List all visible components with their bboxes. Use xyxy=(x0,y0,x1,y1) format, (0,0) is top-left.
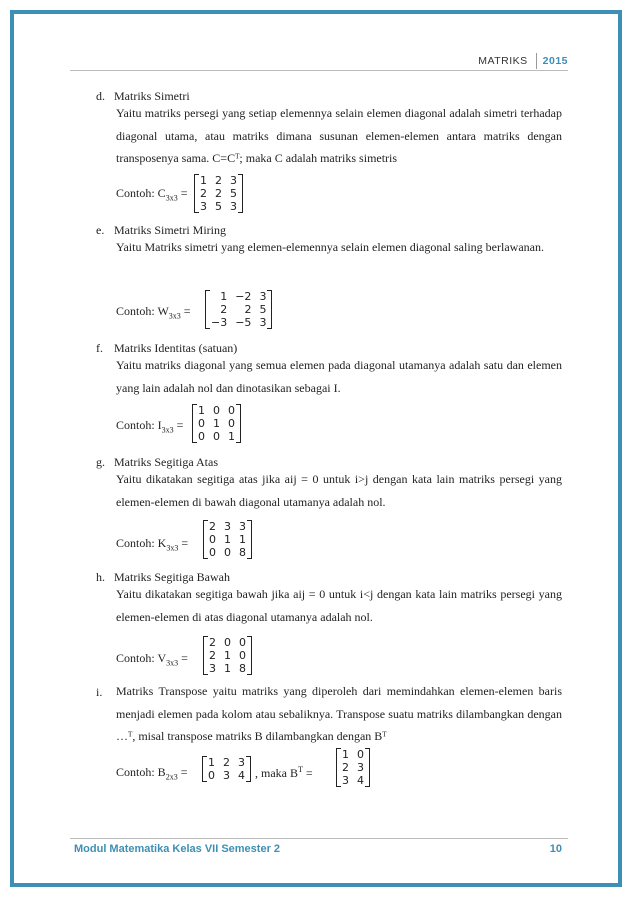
matrix-cell: 1 xyxy=(342,748,349,761)
matrix-k xyxy=(205,520,250,559)
matrix-cell: 2 xyxy=(244,303,252,316)
header-year: 2015 xyxy=(542,54,568,67)
matrix-cell: 4 xyxy=(238,769,245,782)
matrix-cell: 0 xyxy=(209,546,216,559)
matrix-cell: 0 xyxy=(224,546,231,559)
matrix-cell: 1 xyxy=(224,662,231,675)
section-g-heading: g. Matriks Segitiga Atas xyxy=(96,455,218,469)
bracket-right xyxy=(365,748,370,787)
bracket-left xyxy=(194,174,199,213)
matrix-cell: 1 xyxy=(198,404,205,417)
bracket-left xyxy=(192,404,197,443)
matrix-cell: −3 xyxy=(211,316,228,329)
section-h-text: Yaitu dikatakan segitiga bawah jika aij = 0 untuk i<j dengan kata lain matriks persegi yang elemen-elemen di atas diagonal utamanya adalah nol. xyxy=(116,587,562,624)
matrix-cell: 3 xyxy=(224,520,231,533)
matrix-c xyxy=(196,174,241,213)
header-title: MATRIKS xyxy=(478,54,528,67)
matrix-cell: 3 xyxy=(230,200,237,213)
matrix-cell: 2 xyxy=(220,303,228,316)
matrix-cell: 8 xyxy=(239,662,246,675)
matrix-cell: 0 xyxy=(198,430,205,443)
bracket-left xyxy=(336,748,341,787)
matrix-cell: 3 xyxy=(209,662,216,675)
matrix-cell: 3 xyxy=(223,769,230,782)
matrix-cell: 5 xyxy=(215,200,222,213)
section-g-example: Contoh: $K_{3x3}$ = xyxy=(116,536,189,553)
matrix-cell: 8 xyxy=(239,546,246,559)
matrix-b xyxy=(204,756,249,782)
section-h-heading: h. Matriks Segitiga Bawah xyxy=(96,570,230,584)
section-e-example: Contoh: $W_{3x3}$ = xyxy=(116,304,191,321)
matrix-cell: 2 xyxy=(215,187,222,200)
bracket-right xyxy=(246,756,251,782)
matrix-cell: 0 xyxy=(228,404,235,417)
page-footer xyxy=(74,843,562,855)
matrix-cell: 3 xyxy=(259,290,267,303)
matrix-cell: 1 xyxy=(208,756,215,769)
matrix-cell: −2 xyxy=(235,290,252,303)
bracket-left xyxy=(203,520,208,559)
matrix-cell: 1 xyxy=(224,649,231,662)
matrix-cell: 1 xyxy=(239,533,246,546)
matrix-cell: 2 xyxy=(223,756,230,769)
matrix-cell: 3 xyxy=(230,174,237,187)
section-f-heading: f. Matriks Identitas (satuan) xyxy=(96,341,238,355)
section-i-example: Contoh: $B_{2x3}$ = xyxy=(116,765,188,782)
matrix-cell: 0 xyxy=(198,417,205,430)
section-f-text: Yaitu matriks diagonal yang semua elemen pada diagonal utamanya adalah satu dan elemen yang lain adalah nol dan dinotasikan sebagai I. xyxy=(116,358,562,395)
matrix-i xyxy=(194,404,239,443)
header-rule xyxy=(70,70,568,71)
matrix-cell: 2 xyxy=(200,187,207,200)
header-divider xyxy=(536,53,537,69)
matrix-cell: 2 xyxy=(209,649,216,662)
section-i-heading: i. Matriks Transpose yaitu matriks yang diperoleh dari memindahkan elemen-elemen baris menjadi elemen pada kolom atau sebaliknya. Transpose suatu matriks dilambangkan dengan …ᵀ, misal transpose matriks B dilambangkan dengan Bᵀ xyxy=(96,684,562,743)
matrix-cell: 2 xyxy=(209,520,216,533)
matrix-b-transpose xyxy=(338,748,368,787)
matrix-cell: 2 xyxy=(209,636,216,649)
matrix-cell: 5 xyxy=(259,303,267,316)
section-f-example: Contoh: $I_{3x3}$ = xyxy=(116,418,184,435)
matrix-cell: 0 xyxy=(239,636,246,649)
section-g-text: Yaitu dikatakan segitiga atas jika aij = 0 untuk i>j dengan kata lain matriks persegi yang elemen-elemen di bawah diagonal utamanya adalah nol. xyxy=(116,472,562,509)
matrix-cell: 0 xyxy=(239,649,246,662)
section-e-text: Yaitu Matriks simetri yang elemen-elemennya selain elemen diagonal saling berlawanan. xyxy=(116,240,544,254)
footer-rule xyxy=(70,838,568,839)
matrix-cell: 1 xyxy=(213,417,220,430)
matrix-cell: 3 xyxy=(239,520,246,533)
section-d-text: Yaitu matriks persegi yang setiap elemennya selain elemen diagonal adalah simetri terhadap diagonal utama, atau matriks dimana susunan elemen-elemen antara matriks dengan transposenya sama. C=Cᵀ; maka C adalah matriks simetris xyxy=(116,106,562,165)
matrix-cell: 1 xyxy=(200,174,207,187)
matrix-cell: 0 xyxy=(208,769,215,782)
page-header xyxy=(478,53,568,69)
matrix-cell: 4 xyxy=(357,774,364,787)
bracket-left xyxy=(203,636,208,675)
matrix-cell: −5 xyxy=(235,316,252,329)
matrix-cell: 2 xyxy=(215,174,222,187)
section-e-heading: e. Matriks Simetri Miring xyxy=(96,223,226,237)
matrix-cell: 0 xyxy=(228,417,235,430)
matrix-cell: 1 xyxy=(220,290,228,303)
matrix-cell: 3 xyxy=(200,200,207,213)
section-h-example: Contoh: $V_{3x3}$ = xyxy=(116,651,188,668)
page-number: 10 xyxy=(549,843,562,855)
bracket-right xyxy=(238,174,243,213)
bracket-right xyxy=(247,520,252,559)
section-d-example: Contoh: $C_{3x3}$ = xyxy=(116,186,188,203)
matrix-v xyxy=(205,636,250,675)
section-d-heading: d. Matriks Simetri xyxy=(96,89,190,103)
matrix-cell: 3 xyxy=(238,756,245,769)
matrix-cell: 3 xyxy=(259,316,267,329)
bracket-right xyxy=(247,636,252,675)
matrix-cell: 2 xyxy=(342,761,349,774)
footer-title: Modul Matematika Kelas VII Semester 2 xyxy=(74,843,281,855)
bracket-left xyxy=(205,290,210,329)
matrix-cell: 0 xyxy=(213,404,220,417)
bracket-left xyxy=(202,756,207,782)
matrix-cell: 1 xyxy=(224,533,231,546)
bracket-right xyxy=(267,290,272,329)
matrix-cell: 0 xyxy=(209,533,216,546)
matrix-cell: 5 xyxy=(230,187,237,200)
matrix-cell: 3 xyxy=(342,774,349,787)
matrix-cell: 1 xyxy=(228,430,235,443)
matrix-cell: 0 xyxy=(224,636,231,649)
matrix-cell: 3 xyxy=(357,761,364,774)
matrix-cell: 0 xyxy=(357,748,364,761)
section-i-transpose-label: , maka $B^T$ = xyxy=(255,765,313,780)
matrix-w xyxy=(207,290,270,329)
matrix-cell: 0 xyxy=(213,430,220,443)
bracket-right xyxy=(236,404,241,443)
